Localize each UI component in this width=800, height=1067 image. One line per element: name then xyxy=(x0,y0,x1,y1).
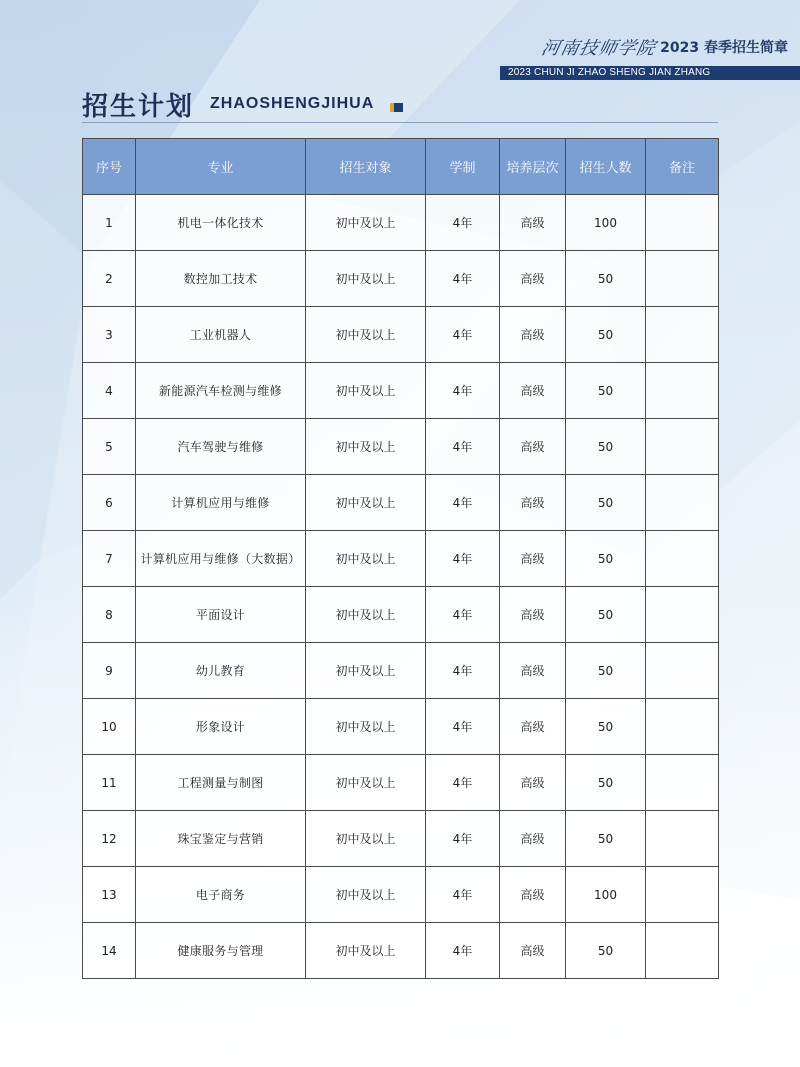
cell-count: 50 xyxy=(566,531,646,587)
cell-duration: 4年 xyxy=(426,307,500,363)
cell-no: 12 xyxy=(83,811,136,867)
cell-duration: 4年 xyxy=(426,531,500,587)
cell-target: 初中及以上 xyxy=(306,195,426,251)
cell-duration: 4年 xyxy=(426,419,500,475)
cell-note xyxy=(646,363,719,419)
cell-major: 平面设计 xyxy=(136,587,306,643)
cell-no: 2 xyxy=(83,251,136,307)
cell-note xyxy=(646,251,719,307)
cell-level: 高级 xyxy=(500,587,566,643)
cell-level: 高级 xyxy=(500,363,566,419)
column-header-level: 培养层次 xyxy=(500,139,566,195)
brochure-title: 2023 春季招生简章 xyxy=(660,40,788,56)
school-name: 河南技师学院 xyxy=(539,38,659,59)
cell-no: 3 xyxy=(83,307,136,363)
column-header-duration: 学制 xyxy=(426,139,500,195)
section-title-en: ZHAOSHENGJIHUA xyxy=(210,95,375,112)
table-row xyxy=(83,195,719,251)
school-line xyxy=(500,30,800,64)
cell-note xyxy=(646,531,719,587)
cell-level: 高级 xyxy=(500,195,566,251)
cell-major: 新能源汽车检测与维修 xyxy=(136,363,306,419)
cell-duration: 4年 xyxy=(426,643,500,699)
column-header-no: 序号 xyxy=(83,139,136,195)
cell-note xyxy=(646,811,719,867)
cell-major: 数控加工技术 xyxy=(136,251,306,307)
cell-level: 高级 xyxy=(500,643,566,699)
cell-major: 计算机应用与维修 xyxy=(136,475,306,531)
cell-target: 初中及以上 xyxy=(306,475,426,531)
table-header-row xyxy=(83,139,719,195)
table-row xyxy=(83,811,719,867)
cell-major: 珠宝鉴定与营销 xyxy=(136,811,306,867)
cell-note xyxy=(646,923,719,979)
cell-major: 幼儿教育 xyxy=(136,643,306,699)
cell-level: 高级 xyxy=(500,811,566,867)
cell-count: 50 xyxy=(566,587,646,643)
cell-target: 初中及以上 xyxy=(306,755,426,811)
cell-no: 1 xyxy=(83,195,136,251)
cell-major: 工业机器人 xyxy=(136,307,306,363)
cell-no: 7 xyxy=(83,531,136,587)
cell-level: 高级 xyxy=(500,755,566,811)
table-row xyxy=(83,643,719,699)
cell-major: 机电一体化技术 xyxy=(136,195,306,251)
cell-level: 高级 xyxy=(500,419,566,475)
title-divider xyxy=(82,122,718,123)
table-row xyxy=(83,475,719,531)
cell-no: 14 xyxy=(83,923,136,979)
cell-count: 50 xyxy=(566,475,646,531)
cell-count: 50 xyxy=(566,363,646,419)
table-row xyxy=(83,531,719,587)
cell-major: 电子商务 xyxy=(136,867,306,923)
cell-count: 50 xyxy=(566,307,646,363)
cell-count: 50 xyxy=(566,419,646,475)
cell-count: 50 xyxy=(566,811,646,867)
cell-duration: 4年 xyxy=(426,363,500,419)
table-row xyxy=(83,419,719,475)
cell-major: 计算机应用与维修（大数据） xyxy=(136,531,306,587)
cell-count: 50 xyxy=(566,923,646,979)
cell-note xyxy=(646,587,719,643)
cell-note xyxy=(646,475,719,531)
cell-note xyxy=(646,755,719,811)
table-row xyxy=(83,307,719,363)
table-row xyxy=(83,755,719,811)
column-header-target: 招生对象 xyxy=(306,139,426,195)
cell-duration: 4年 xyxy=(426,251,500,307)
cell-no: 10 xyxy=(83,699,136,755)
cell-note xyxy=(646,307,719,363)
cell-duration: 4年 xyxy=(426,475,500,531)
cell-target: 初中及以上 xyxy=(306,363,426,419)
cell-major: 健康服务与管理 xyxy=(136,923,306,979)
cell-note xyxy=(646,643,719,699)
cell-level: 高级 xyxy=(500,531,566,587)
table-row xyxy=(83,867,719,923)
table-row xyxy=(83,699,719,755)
cell-target: 初中及以上 xyxy=(306,587,426,643)
cell-duration: 4年 xyxy=(426,923,500,979)
cell-duration: 4年 xyxy=(426,811,500,867)
cell-target: 初中及以上 xyxy=(306,307,426,363)
cell-major: 汽车驾驶与维修 xyxy=(136,419,306,475)
cell-target: 初中及以上 xyxy=(306,699,426,755)
cell-target: 初中及以上 xyxy=(306,923,426,979)
cell-target: 初中及以上 xyxy=(306,419,426,475)
cell-no: 5 xyxy=(83,419,136,475)
cell-count: 50 xyxy=(566,643,646,699)
column-header-note: 备注 xyxy=(646,139,719,195)
cell-duration: 4年 xyxy=(426,755,500,811)
section-title-block xyxy=(82,86,403,122)
square-mark-icon xyxy=(390,103,403,112)
cell-no: 11 xyxy=(83,755,136,811)
cell-level: 高级 xyxy=(500,699,566,755)
cell-major: 工程测量与制图 xyxy=(136,755,306,811)
table-row xyxy=(83,251,719,307)
cell-target: 初中及以上 xyxy=(306,643,426,699)
column-header-major: 专业 xyxy=(136,139,306,195)
cell-level: 高级 xyxy=(500,867,566,923)
cell-level: 高级 xyxy=(500,251,566,307)
cell-duration: 4年 xyxy=(426,867,500,923)
cell-duration: 4年 xyxy=(426,699,500,755)
cell-level: 高级 xyxy=(500,475,566,531)
cell-no: 8 xyxy=(83,587,136,643)
cell-no: 4 xyxy=(83,363,136,419)
cell-note xyxy=(646,699,719,755)
school-header xyxy=(500,30,800,80)
cell-count: 100 xyxy=(566,195,646,251)
cell-level: 高级 xyxy=(500,923,566,979)
cell-count: 50 xyxy=(566,251,646,307)
table-row xyxy=(83,923,719,979)
cell-duration: 4年 xyxy=(426,587,500,643)
cell-count: 50 xyxy=(566,699,646,755)
cell-duration: 4年 xyxy=(426,195,500,251)
column-header-count: 招生人数 xyxy=(566,139,646,195)
cell-note xyxy=(646,195,719,251)
enrollment-plan-table xyxy=(82,138,719,979)
section-title: 招生计划 xyxy=(82,91,195,122)
cell-note xyxy=(646,867,719,923)
cell-no: 6 xyxy=(83,475,136,531)
cell-note xyxy=(646,419,719,475)
cell-count: 100 xyxy=(566,867,646,923)
cell-major: 形象设计 xyxy=(136,699,306,755)
cell-target: 初中及以上 xyxy=(306,867,426,923)
cell-level: 高级 xyxy=(500,307,566,363)
cell-target: 初中及以上 xyxy=(306,811,426,867)
table-row xyxy=(83,587,719,643)
table-row xyxy=(83,363,719,419)
cell-no: 9 xyxy=(83,643,136,699)
cell-target: 初中及以上 xyxy=(306,531,426,587)
cell-count: 50 xyxy=(566,755,646,811)
brochure-subtitle-bar: 2023 CHUN JI ZHAO SHENG JIAN ZHANG xyxy=(500,66,800,80)
cell-no: 13 xyxy=(83,867,136,923)
cell-target: 初中及以上 xyxy=(306,251,426,307)
